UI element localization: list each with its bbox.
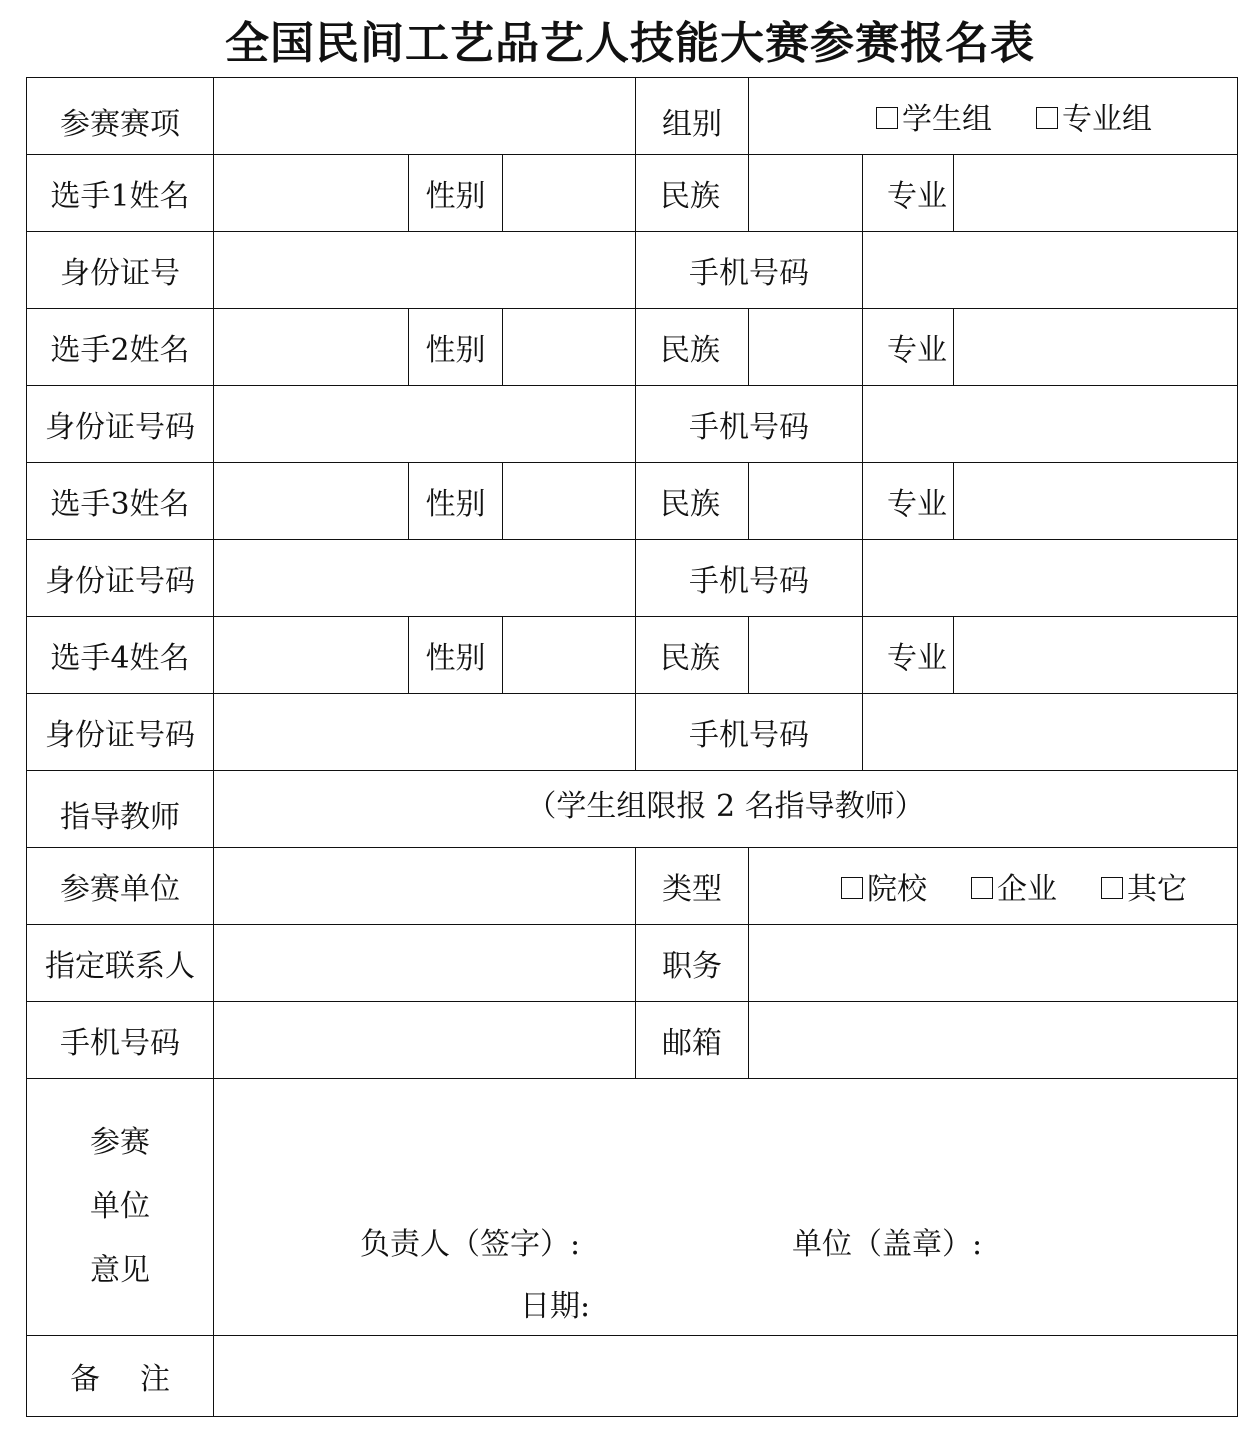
type-option-other[interactable]	[1101, 864, 1187, 908]
contact-phone-row	[27, 1002, 1238, 1079]
ethnicity-label: 民族	[636, 463, 749, 540]
phone-label: 手机号码	[636, 232, 863, 309]
id-number-input[interactable]	[214, 540, 636, 617]
registration-form	[26, 77, 1238, 1417]
contact-phone-label: 手机号码	[27, 1002, 214, 1079]
ethnicity-input[interactable]	[749, 463, 863, 540]
checkbox-icon	[1036, 107, 1058, 129]
id-number-label: 身份证号	[27, 232, 214, 309]
checkbox-icon	[1101, 877, 1123, 899]
id-number-label: 身份证号码	[27, 540, 214, 617]
contestant-name-label: 选手4姓名	[27, 617, 214, 694]
instructor-label: 指导教师	[27, 771, 214, 848]
ethnicity-label: 民族	[636, 309, 749, 386]
type-option-college[interactable]	[841, 864, 927, 908]
event-row	[27, 78, 1238, 155]
remarks-label-char: 注	[140, 1362, 170, 1397]
contestant-1-row	[27, 155, 1238, 232]
instructor-input[interactable]	[214, 771, 1238, 848]
phone-label: 手机号码	[636, 694, 863, 771]
contestant-name-label: 选手2姓名	[27, 309, 214, 386]
major-label: 专业	[863, 617, 954, 694]
unit-label: 参赛单位	[27, 848, 214, 925]
opinion-label	[27, 1079, 214, 1336]
remarks-input[interactable]	[214, 1336, 1238, 1417]
contact-input[interactable]	[214, 925, 636, 1002]
contestant-name-label: 选手3姓名	[27, 463, 214, 540]
contestant-name-input[interactable]	[214, 617, 409, 694]
major-input[interactable]	[954, 617, 1238, 694]
phone-input[interactable]	[863, 540, 1238, 617]
ethnicity-input[interactable]	[749, 617, 863, 694]
checkbox-icon	[971, 877, 993, 899]
contestant-name-input[interactable]	[214, 155, 409, 232]
phone-input[interactable]	[863, 386, 1238, 463]
gender-label: 性别	[409, 463, 503, 540]
position-label: 职务	[636, 925, 749, 1002]
contestant-4-row	[27, 617, 1238, 694]
id-number-label: 身份证号码	[27, 386, 214, 463]
event-input[interactable]	[214, 78, 636, 155]
opinion-label-line: 参赛	[90, 1125, 150, 1160]
date-label: 日期:	[520, 1289, 591, 1324]
checkbox-icon	[876, 107, 898, 129]
phone-label: 手机号码	[636, 540, 863, 617]
contestant-name-label: 选手1姓名	[27, 155, 214, 232]
signer-label: 负责人（签字）:	[360, 1227, 581, 1262]
instructor-row	[27, 771, 1238, 848]
opinion-label-line: 单位	[90, 1189, 150, 1224]
phone-input[interactable]	[863, 232, 1238, 309]
group-option-label: 学生组	[902, 102, 993, 137]
contestant-name-input[interactable]	[214, 309, 409, 386]
contestant-4-id-row	[27, 694, 1238, 771]
contact-row	[27, 925, 1238, 1002]
contestant-3-row	[27, 463, 1238, 540]
gender-input[interactable]	[503, 309, 636, 386]
group-option-professional[interactable]	[1036, 94, 1152, 138]
gender-label: 性别	[409, 309, 503, 386]
seal-label: 单位（盖章）:	[792, 1227, 983, 1262]
instructor-hint: （学生组限报 2 名指导教师）	[526, 789, 925, 824]
email-label: 邮箱	[636, 1002, 749, 1079]
type-option-label: 其它	[1127, 872, 1188, 907]
unit-input[interactable]	[214, 848, 636, 925]
remarks-row	[27, 1336, 1238, 1417]
event-label: 参赛赛项	[27, 78, 214, 155]
major-input[interactable]	[954, 309, 1238, 386]
opinion-input[interactable]	[214, 1079, 1238, 1336]
major-input[interactable]	[954, 463, 1238, 540]
form-title: 全国民间工艺品艺人技能大赛参赛报名表	[225, 18, 1035, 69]
contestant-1-id-row	[27, 232, 1238, 309]
gender-input[interactable]	[503, 617, 636, 694]
major-label: 专业	[863, 155, 954, 232]
contestant-2-id-row	[27, 386, 1238, 463]
opinion-row	[27, 1079, 1238, 1336]
contestant-2-row	[27, 309, 1238, 386]
phone-input[interactable]	[863, 694, 1238, 771]
contact-phone-input[interactable]	[214, 1002, 636, 1079]
email-input[interactable]	[749, 1002, 1238, 1079]
gender-input[interactable]	[503, 463, 636, 540]
type-options	[749, 848, 1238, 925]
unit-row	[27, 848, 1238, 925]
gender-label: 性别	[409, 155, 503, 232]
contestant-3-id-row	[27, 540, 1238, 617]
group-option-student[interactable]	[876, 94, 992, 138]
type-option-enterprise[interactable]	[971, 864, 1057, 908]
ethnicity-input[interactable]	[749, 309, 863, 386]
ethnicity-label: 民族	[636, 155, 749, 232]
gender-input[interactable]	[503, 155, 636, 232]
group-option-label: 专业组	[1062, 102, 1153, 137]
id-number-input[interactable]	[214, 386, 636, 463]
checkbox-icon	[841, 877, 863, 899]
type-option-label: 企业	[997, 872, 1058, 907]
group-label: 组别	[636, 78, 749, 155]
type-option-label: 院校	[867, 872, 928, 907]
id-number-input[interactable]	[214, 694, 636, 771]
remarks-label	[27, 1336, 214, 1417]
ethnicity-label: 民族	[636, 617, 749, 694]
major-label: 专业	[863, 463, 954, 540]
contact-label: 指定联系人	[27, 925, 214, 1002]
gender-label: 性别	[409, 617, 503, 694]
opinion-label-line: 意见	[90, 1253, 150, 1288]
major-input[interactable]	[954, 155, 1238, 232]
phone-label: 手机号码	[636, 386, 863, 463]
major-label: 专业	[863, 309, 954, 386]
id-number-label: 身份证号码	[27, 694, 214, 771]
ethnicity-input[interactable]	[749, 155, 863, 232]
contestant-name-input[interactable]	[214, 463, 409, 540]
position-input[interactable]	[749, 925, 1238, 1002]
type-label: 类型	[636, 848, 749, 925]
id-number-input[interactable]	[214, 232, 636, 309]
group-options	[749, 78, 1238, 155]
remarks-label-char: 备	[70, 1362, 100, 1397]
